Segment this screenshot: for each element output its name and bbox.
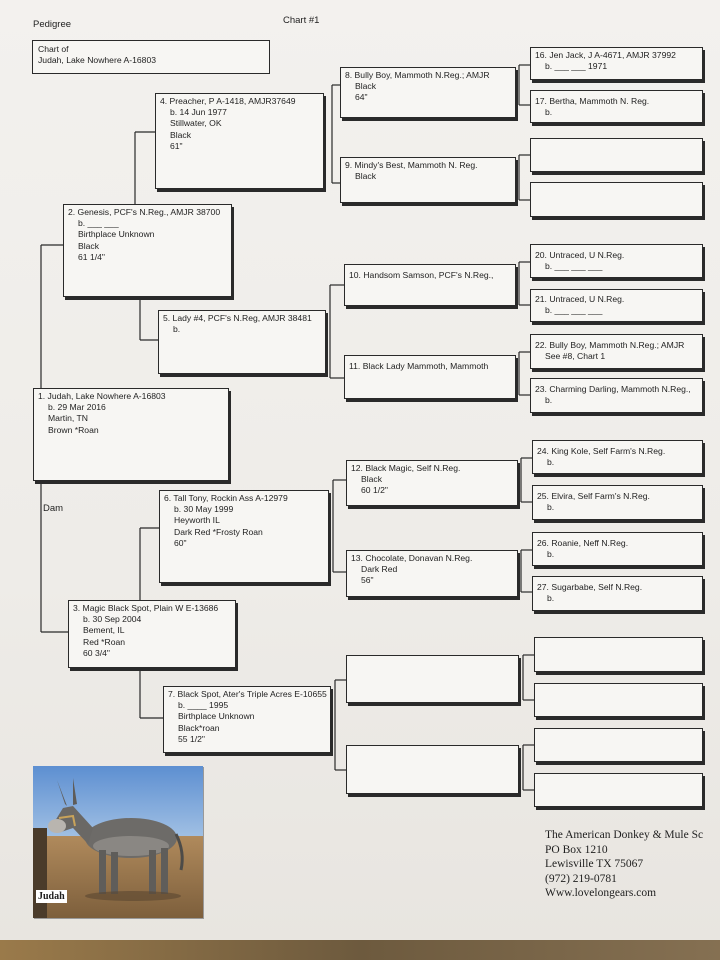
ancestor-box-20: 20. Untraced, U N.Reg. b. ___ ___ ___ [530, 244, 703, 278]
ancestor-box-3: 3. Magic Black Spot, Plain W E-13686 b. 30 Sep 2004 Bement, IL Red *Roan 60 3/4" [68, 600, 236, 668]
ancestor-box-1: 1. Judah, Lake Nowhere A-16803 b. 29 Mar 2016 Martin, TN Brown *Roan [33, 388, 229, 481]
ancestor-box-24: 24. King Kole, Self Farm's N.Reg. b. [532, 440, 703, 474]
ancestor-box-30 [534, 728, 703, 762]
ancestor-box-18 [530, 138, 703, 172]
ancestor-box-31 [534, 773, 703, 807]
chart-number: Chart #1 [283, 15, 320, 26]
ancestor-name: 2. Genesis, PCF's N.Reg., AMJR 38700 [68, 207, 221, 217]
photo-caption: Judah [38, 891, 65, 902]
association-address [545, 828, 720, 901]
association-city: Lewisville TX 75067 [545, 858, 644, 870]
ancestor-name: 6. Tall Tony, Rockin Ass A-12979 [164, 493, 288, 503]
ancestor-box-6: 6. Tall Tony, Rockin Ass A-12979 b. 30 May 1999 Heyworth IL Dark Red *Frosty Roan 60" [159, 490, 329, 583]
ancestor-box-5: 5. Lady #4, PCF's N.Reg, AMJR 38481 b. [158, 310, 326, 374]
ancestor-name: 12. Black Magic, Self N.Reg. [351, 463, 461, 473]
ancestor-box-12: 12. Black Magic, Self N.Reg. Black 60 1/2" [346, 460, 518, 506]
ancestor-name: 24. King Kole, Self Farm's N.Reg. [537, 446, 666, 456]
table-edge [0, 940, 720, 960]
chart-of-label: Chart of [38, 44, 69, 54]
ancestor-name: 13. Chocolate, Donavan N.Reg. [351, 553, 473, 563]
pedigree-label: Pedigree [33, 19, 72, 30]
ancestor-box-21: 21. Untraced, U N.Reg. b. ___ ___ ___ [530, 289, 703, 322]
ancestor-box-22: 22. Bully Boy, Mammoth N.Reg.; AMJR See #8, Chart 1 [530, 334, 703, 369]
ancestor-name: 9. Mindy's Best, Mammoth N. Reg. [345, 160, 478, 170]
donkey-photo [33, 766, 203, 918]
ancestor-name: 27. Sugarbabe, Self N.Reg. [537, 582, 643, 592]
ancestor-name: 3. Magic Black Spot, Plain W E-13686 [73, 603, 219, 613]
dam-label: Dam [43, 503, 64, 514]
ancestor-name: 5. Lady #4, PCF's N.Reg, AMJR 38481 [163, 313, 312, 323]
ancestor-box-19 [530, 182, 703, 217]
ancestor-box-14 [346, 655, 519, 703]
ancestor-box-2: 2. Genesis, PCF's N.Reg., AMJR 38700 b. ___ ___ Birthplace Unknown Black 61 1/4" [63, 204, 232, 297]
ancestor-box-4: 4. Preacher, P A-1418, AMJR37649 b. 14 Jun 1977 Stillwater, OK Black 61" [155, 93, 324, 189]
ancestor-box-13: 13. Chocolate, Donavan N.Reg. Dark Red 56" [346, 550, 518, 597]
ancestor-box-7: 7. Black Spot, Ater's Triple Acres E-10655 b. ____ 1995 Birthplace Unknown Black*roan 55 1/2" [163, 686, 331, 753]
ancestor-box-9: 9. Mindy's Best, Mammoth N. Reg. Black [340, 157, 516, 203]
association-website: Www.lovelongears.com [545, 887, 657, 899]
ancestor-box-16: 16. Jen Jack, J A-4671, AMJR 37992 b. ___ ___ 1971 [530, 47, 703, 80]
chart-of-box [32, 40, 270, 74]
ancestor-name: 20. Untraced, U N.Reg. [535, 250, 625, 260]
ancestor-name: 22. Bully Boy, Mammoth N.Reg.; AMJR [535, 340, 685, 350]
ancestor-name: 10. Handsom Samson, PCF's N.Reg., [349, 270, 494, 280]
ancestor-name: 25. Elvira, Self Farm's N.Reg. [537, 491, 650, 501]
ancestor-box-10 [344, 264, 516, 306]
ancestor-name: 16. Jen Jack, J A-4671, AMJR 37992 [535, 50, 676, 60]
ancestor-name: 11. Black Lady Mammoth, Mammoth [349, 361, 489, 371]
association-phone: (972) 219-0781 [545, 872, 617, 885]
ancestor-box-11 [344, 355, 516, 399]
ancestor-box-15 [346, 745, 519, 794]
ancestor-box-25: 25. Elvira, Self Farm's N.Reg. b. [532, 485, 703, 520]
ancestor-name: 4. Preacher, P A-1418, AMJR37649 [160, 96, 296, 106]
ancestor-name: 23. Charming Darling, Mammoth N.Reg., [535, 384, 691, 394]
ancestor-box-27: 27. Sugarbabe, Self N.Reg. b. [532, 576, 703, 611]
ancestor-box-23: 23. Charming Darling, Mammoth N.Reg., b. [530, 378, 703, 413]
ancestor-name: 1. Judah, Lake Nowhere A-16803 [38, 391, 166, 401]
association-po-box: PO Box 1210 [545, 843, 608, 856]
ancestor-name: 21. Untraced, U N.Reg. [535, 294, 625, 304]
ancestor-name: 7. Black Spot, Ater's Triple Acres E-10655 [168, 689, 327, 699]
association-name: The American Donkey & Mule Sc [545, 829, 704, 841]
ancestor-name: 8. Bully Boy, Mammoth N.Reg.; AMJR [345, 70, 490, 80]
ancestor-box-26: 26. Roanie, Neff N.Reg. b. [532, 532, 703, 566]
ancestor-name: 17. Bertha, Mammoth N. Reg. [535, 96, 650, 106]
ancestor-box-8: 8. Bully Boy, Mammoth N.Reg.; AMJR Black 64" [340, 67, 516, 118]
chart-of-name: Judah, Lake Nowhere A-16803 [38, 55, 157, 66]
ancestor-box-17: 17. Bertha, Mammoth N. Reg. b. [530, 90, 703, 123]
ancestor-box-29 [534, 683, 703, 717]
ancestor-name: 26. Roanie, Neff N.Reg. [537, 538, 629, 548]
ancestor-box-28 [534, 637, 703, 672]
